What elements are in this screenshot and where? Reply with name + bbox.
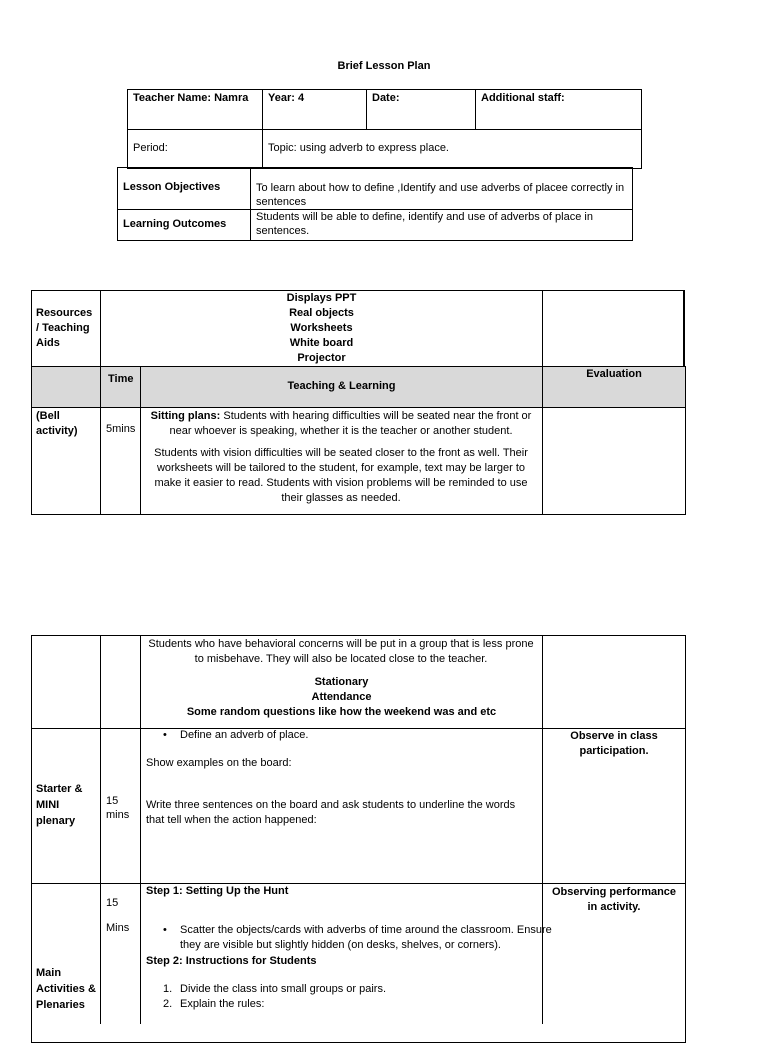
bullet-icon: • <box>163 924 167 936</box>
teaching-header: Teaching & Learning <box>287 380 396 392</box>
resource-item: Real objects <box>289 307 354 319</box>
starter-label: Starter & MINI plenary <box>36 783 83 827</box>
resources-list <box>101 291 542 366</box>
step1-heading: Step 1: Setting Up the Hunt <box>146 885 289 897</box>
step2-item <box>145 982 535 997</box>
date: Date: <box>372 92 400 104</box>
step2-item-text: Divide the class into small groups or pairs. <box>180 983 387 995</box>
outcomes-text: Students will be able to define, identify and use of adverbs of place in sentences. <box>256 211 593 237</box>
teacher-name: Teacher Name: Namra <box>133 92 249 104</box>
header-row-1-divider-2 <box>366 89 367 130</box>
behavior-text: Students who have behavioral concerns will be put in a group that is less prone to misbehave. They will also be located close to the teacher. <box>148 638 534 665</box>
number-marker: 1. <box>163 983 173 995</box>
starter-bullet-text: Define an adverb of place. <box>180 729 309 741</box>
sitting-plans-label: Sitting plans: <box>150 410 221 422</box>
main-evaluation: Observing performance in activity. <box>551 886 677 913</box>
objectives-label: Lesson Objectives <box>123 181 221 193</box>
resource-item: Projector <box>297 352 346 364</box>
period: Period: <box>133 142 168 154</box>
starter-sentences: Write three sentences on the board and ask students to underline the words that tell when the action happened: <box>146 799 516 826</box>
time-header: Time <box>108 373 134 385</box>
main-time-b: Mins <box>106 922 130 934</box>
resource-item: Worksheets <box>290 322 353 334</box>
objectives-text: To learn about how to define ,Identify and use adverbs of placee correctly in sentences <box>256 182 625 208</box>
resource-item: White board <box>289 337 354 349</box>
attendance-item: Attendance <box>311 691 372 703</box>
starter-examples: Show examples on the board: <box>146 757 292 769</box>
random-questions-item: Some random questions like how the weekend was and etc <box>186 706 497 718</box>
document-title: Brief Lesson Plan <box>337 60 431 72</box>
number-marker: 2. <box>163 998 173 1010</box>
sitting-plans <box>144 409 538 439</box>
bell-time: 5mins <box>106 423 136 435</box>
starter-bullet <box>145 729 570 741</box>
main-time-a: 15 <box>106 897 119 909</box>
starter-evaluation: Observe in class participation. <box>570 730 658 757</box>
column-header-divider-1 <box>100 366 101 408</box>
additional-staff: Additional staff: <box>481 92 565 104</box>
starter-time: 15 mins <box>106 795 130 821</box>
sitting-plans-text: Students with hearing difficulties will be seated near the front or near whoever is speaking, whether it is the teacher or another student. <box>169 410 532 437</box>
bullet-icon: • <box>163 729 167 741</box>
header-row-1-divider-3 <box>475 89 476 130</box>
stationary-item: Stationary <box>314 676 369 688</box>
vision-text: Students with vision difficulties will be seated closer to the front as well. Their worksheets will be tailored to the student, for example, text may be larger to make it easier to read. Students with vision problems will be reminded to use their glasses as needed. <box>154 447 528 504</box>
step2-item <box>145 997 535 1012</box>
bell-label: (Bell activity) <box>36 410 78 437</box>
evaluation-header: Evaluation <box>586 368 642 380</box>
main-label: Main Activities & Plenaries <box>36 967 96 1011</box>
step1-bullet-text: Scatter the objects/cards with adverbs of time around the classroom. Ensure they are visible but slightly hidden (on desks, shelves, or corners). <box>180 924 552 951</box>
outcomes-label: Learning Outcomes <box>123 218 227 230</box>
step1-bullet <box>145 923 570 953</box>
topic: Topic: using adverb to express place. <box>268 142 449 154</box>
header-row-2-divider <box>262 129 263 169</box>
bell-bold-items <box>141 675 542 720</box>
step2-heading: Step 2: Instructions for Students <box>146 955 317 967</box>
step2-list <box>145 982 535 1012</box>
year: Year: 4 <box>268 92 305 104</box>
resource-item: Displays PPT <box>286 292 357 304</box>
step2-item-text: Explain the rules: <box>180 998 265 1010</box>
header-row-1-divider-1 <box>262 89 263 130</box>
resources-label: Resources / Teaching Aids <box>36 307 93 349</box>
